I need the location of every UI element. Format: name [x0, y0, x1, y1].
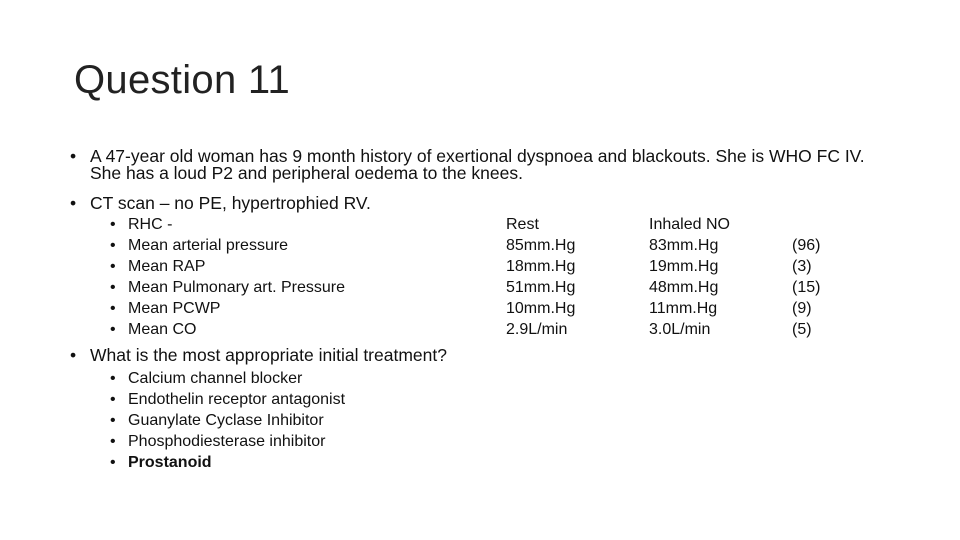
bullet-icon: •	[110, 321, 116, 338]
row-no: 48mm.Hg	[649, 279, 719, 296]
option-label: Prostanoid	[128, 454, 212, 471]
bullet-icon: •	[110, 454, 116, 471]
bullet-icon: •	[70, 146, 77, 166]
option-label: Guanylate Cyclase Inhibitor	[128, 412, 324, 429]
option-label: Endothelin receptor antagonist	[128, 391, 346, 408]
bullet-icon: •	[110, 258, 116, 275]
row-delta: (15)	[792, 279, 821, 296]
row-label: RHC -	[128, 216, 173, 233]
row-label: Mean RAP	[128, 258, 206, 275]
row-rest: 2.9L/min	[506, 321, 568, 338]
ct-text: CT scan – no PE, hypertrophied RV.	[90, 193, 371, 213]
bullet-icon: •	[110, 370, 116, 387]
row-label: Mean Pulmonary art. Pressure	[128, 279, 345, 296]
row-delta: (9)	[792, 300, 812, 317]
row-no: 19mm.Hg	[649, 258, 719, 275]
row-no: 83mm.Hg	[649, 237, 719, 254]
row-rest: 51mm.Hg	[506, 279, 576, 296]
row-delta: (96)	[792, 237, 821, 254]
question-text: What is the most appropriate initial treatment?	[90, 345, 447, 365]
row-no: 11mm.Hg	[649, 300, 718, 317]
bullet-icon: •	[110, 391, 116, 408]
row-delta: (3)	[792, 258, 812, 275]
bullet-icon: •	[110, 412, 116, 429]
option-label: Calcium channel blocker	[128, 370, 303, 387]
row-label: Mean CO	[128, 321, 197, 338]
row-label: Mean PCWP	[128, 300, 221, 317]
page-title: Question 11	[74, 58, 291, 102]
row-rest: 18mm.Hg	[506, 258, 576, 275]
bullet-icon: •	[110, 237, 116, 254]
bullet-icon: •	[110, 433, 116, 450]
row-no: Inhaled NO	[649, 216, 730, 233]
bullet-icon: •	[110, 300, 116, 317]
row-rest: Rest	[506, 216, 539, 233]
option-label: Phosphodiesterase inhibitor	[128, 433, 326, 450]
row-rest: 85mm.Hg	[506, 237, 576, 254]
bullet-icon: •	[70, 345, 77, 365]
row-label: Mean arterial pressure	[128, 237, 289, 254]
row-rest: 10mm.Hg	[506, 300, 576, 317]
row-no: 3.0L/min	[649, 321, 711, 338]
row-delta: (5)	[792, 321, 812, 338]
bullet-icon: •	[70, 193, 77, 213]
bullet-icon: •	[110, 216, 116, 233]
bullet-icon: •	[110, 279, 116, 296]
history-text: A 47-year old woman has 9 month history of exertional dyspnoea and blackouts. She is WHO FC IV. She has a loud P2 and peripheral oedema to the knees.	[90, 146, 865, 183]
